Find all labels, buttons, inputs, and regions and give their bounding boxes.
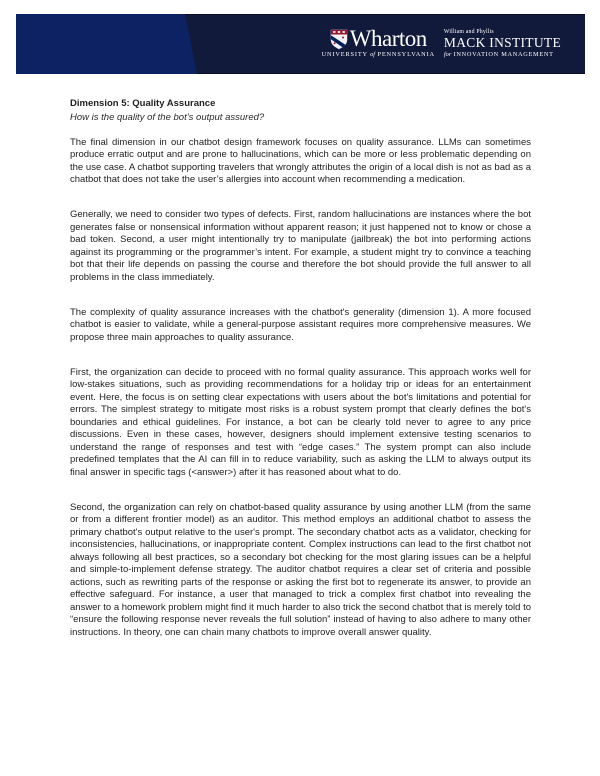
section-subheading: How is the quality of the bot’s output assured? [70,112,265,123]
paragraph: The complexity of quality assurance increases with the chatbot's generality (dimension 1). A more focused chatbot is easier to validate, while a general-purpose assistant requires more comprehensive measures. We propose three main approaches to quality assurance. [70,306,531,343]
mack-institute-title: MACK INSTITUTE [443,35,561,50]
wharton-logo [322,28,435,58]
university-of-pennsylvania-line [322,51,435,58]
paragraph: Second, the organization can rely on chatbot-based quality assurance by using another LLM (from the same or from a different frontier model) as an auditor. This method employs an additional chatbot to assess the primary chatbot's output relative to the user's prompt. The secondary chatbot acts as a validator, checking for inconsistencies, hallucinations, or inappropriate content. Complex instructions can lead to the first chatbot not always following all best practices, so a secondary bot checking for the most glaring issues can be a helpful and simple-to-implement defense strategy. The auditor chatbot requires a clear set of criteria and possible actions, such as rewriting parts of the response or asking the first bot to regenerate its answer, to provide an effective safeguard. For instance, a user that managed to trick a complex first chatbot into revealing the answer to a homework problem might find it much harder to also trick the second chatbot that is merely told to “ensure the following response never reveals the full solution” instead of having to also adhere to many other instructions. In theory, one can chain many chatbots to improve overall answer quality. [70,501,531,638]
paragraph: Generally, we need to consider two types of defects. First, random hallucinations are instances where the bot generates false or nonsensical information without apparent reason; it just happened not to know or chose a bad token. Second, a user might intentionally try to manipulate (jailbreak) the bot into performing actions against its programming or the programmer’s intent. For example, a student might try to convince a teaching bot that their life depends on passing the course and therefore the bot should provide the full answer to all problems in the class immediately. [70,209,531,283]
mack-institute-logo [444,28,561,58]
mack-eyebrow: William and Phyllis [443,29,494,35]
mack-tagline [444,51,561,58]
paragraph: First, the organization can decide to proceed with no formal quality assurance. This approach works well for low-stakes situations, such as providing recommendations for a holiday trip or ideas for an entertainment event. Here, the focus is on setting clear expectations with users about the bot's limitations and potential for errors. The simplest strategy to mitigate most risks is a robust system prompt that clearly defines the bot's boundaries and ethical guidelines. For instance, a bot can be clearly told never to agree to any price discussions. Even in these cases, however, designers should implement extensive testing scenarios to understand the range of responses and test with “edge cases.” The system prompt can also include predefined templates that the AI can fill in to reduce variability, such as asking the LLM to always output its final answer in specific tags (<answer>) after it has reasoned about what to do. [70,366,531,478]
wharton-wordmark: Wharton [349,26,427,51]
penn-shield-icon [330,29,348,50]
document-body [70,98,531,662]
wharton-logo-top [330,28,427,50]
wharton-mack-banner [16,14,585,74]
university-word: UNIVERSITY [321,51,368,58]
banner-logos [322,28,561,58]
pennsylvania-word: PENNSYLVANIA [377,51,435,58]
section-heading: Dimension 5: Quality Assurance [70,98,216,109]
paragraph: The final dimension in our chatbot design framework focuses on quality assurance. LLMs can sometimes produce erratic output and are prone to hallucinations, which can be more or less problematic depending on the use case. A chatbot supporting travelers that wrongly attributes the origin of a local dish is not as bad as a chatbot that does not take the user’s allergies into account when recommending a medication. [70,136,531,185]
mack-tagline-rest: INNOVATION MANAGEMENT [453,50,554,58]
university-of: of [370,51,376,58]
mack-tagline-for: for [443,50,452,58]
